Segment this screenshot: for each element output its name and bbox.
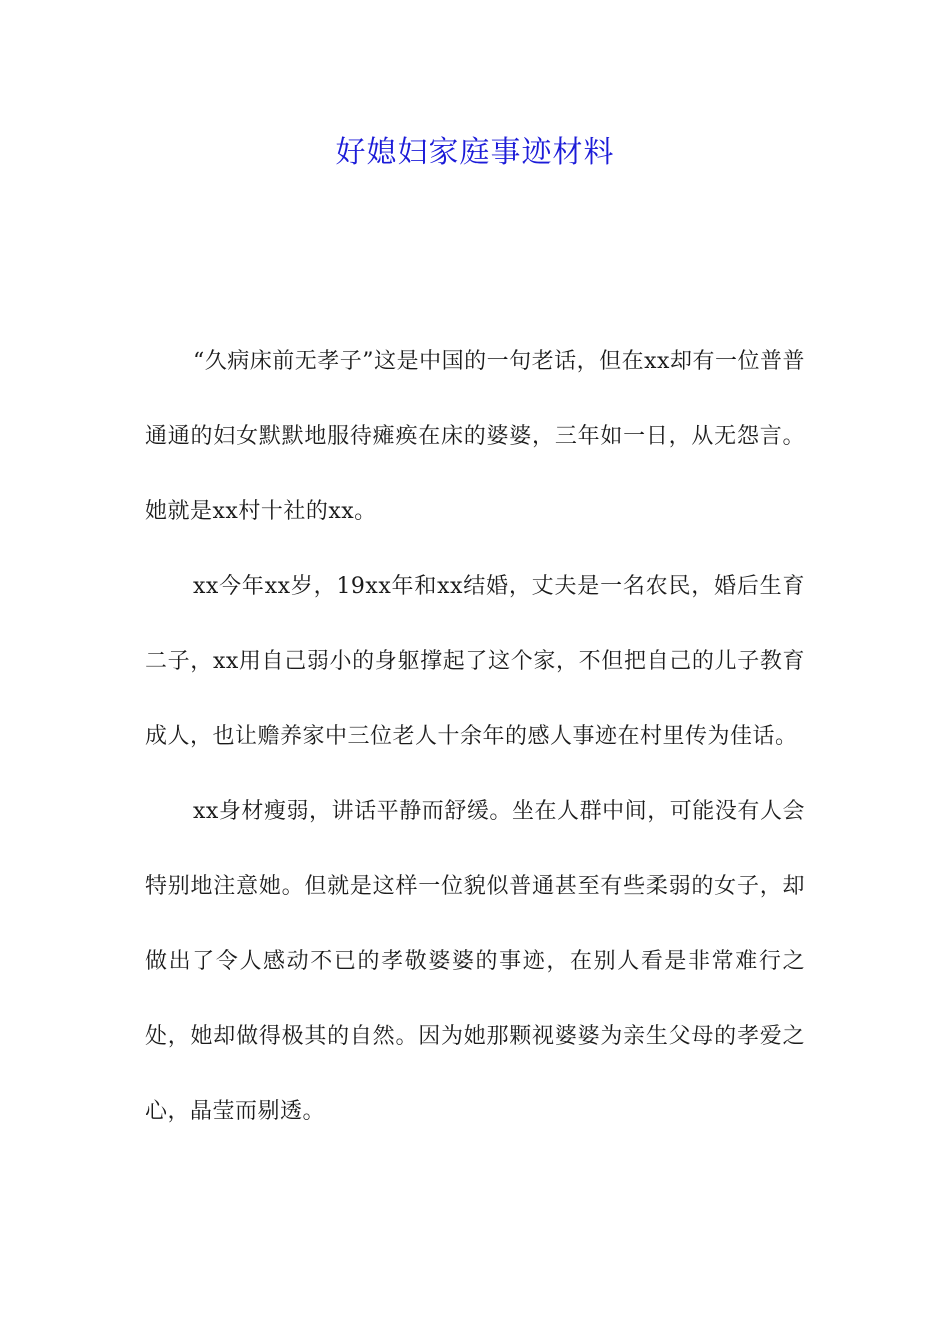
paragraph-3: xx身材瘦弱，讲话平静而舒缓。坐在人群中间，可能没有人会特别地注意她。但就是这样一位貌似普通甚至有些柔弱的女子，却做出了令人感动不已的孝敬婆婆的事迹，在别人看是非常难行之处，她却做得极其的自然。因为她那颗视婆婆为亲生父母的孝爱之心，晶莹而剔透。 [145,799,805,1124]
document-title: 好媳妇家庭事迹材料 [335,135,615,170]
paragraph-1: “久病床前无孝子”这是中国的一句老话，但在xx却有一位普普通通的妇女默默地服待瘫痪在床的婆婆，三年如一日，从无怨言。她就是xx村十社的xx。 [145,349,805,524]
document-body [145,324,805,1149]
paragraph-2: xx今年xx岁，19xx年和xx结婚，丈夫是一名农民，婚后生育二子，xx用自己弱小的身躯撑起了这个家，不但把自己的儿子教育成人，也让赡养家中三位老人十余年的感人事迹在村里传为佳话。 [145,574,805,749]
